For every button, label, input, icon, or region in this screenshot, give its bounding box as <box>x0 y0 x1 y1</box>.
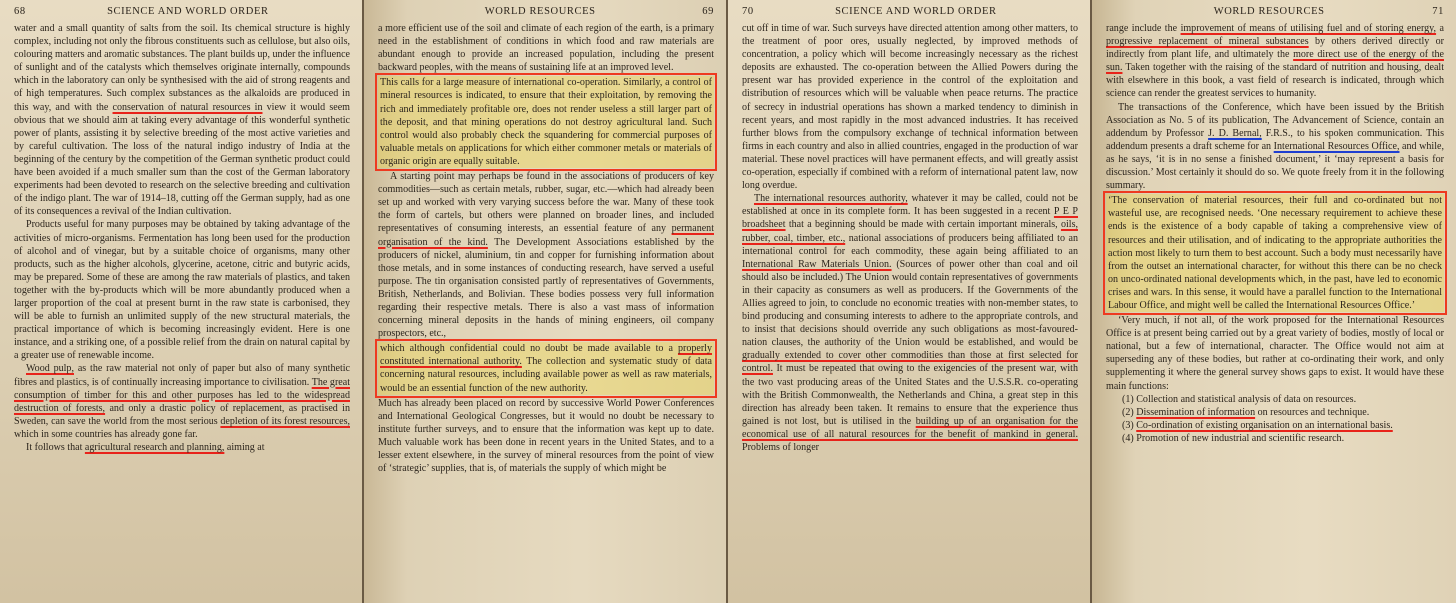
text-run: which in some countries has already gone far. <box>14 428 198 440</box>
text-run: by others derived directly or indirectly from plant life, and ultimately the <box>1106 36 1444 61</box>
underlined-text-red: conservation of natural resources in <box>112 101 263 113</box>
page-number: 69 <box>702 6 714 17</box>
page-68 <box>0 0 364 603</box>
page-number: 68 <box>14 6 26 17</box>
text-run: range include the <box>1106 23 1181 34</box>
functions-list <box>1106 393 1444 445</box>
text-run: The transactions of the Conference, which have been issued by the British Association as No. 5 of its publication, The Advancement of Science, contain an addendum by Professor <box>1106 101 1444 139</box>
paragraph <box>378 397 714 476</box>
text-run: view it would seem obvious that we should aim at taking every advantage of this wonderful synthetic power of plants, assisting it by selective breeding of the most active varieties and by careful cultivation. The loss of the natural indigo industry of India at the beginning of the century by the competition of the German synthetic product could have been avoided if a much smaller sum than the cost of the German laboratory experiments had been devoted to research on the selective breeding and cultivation of the indigo plant. The war of 1914–18, cutting off the German supply, had as one of its consequences a revival of the Indian cultivation. <box>14 101 350 218</box>
underlined-text-red: The international resources authority, <box>754 193 908 205</box>
running-head: SCIENCE AND WORLD ORDER <box>835 6 997 17</box>
underlined-text-red: The great consumption of timber for this and other purposes has led to the widespread destruction of forests, <box>14 376 350 414</box>
page-69 <box>364 0 728 603</box>
paragraph <box>742 192 1078 454</box>
paragraph <box>14 362 350 441</box>
underlined-text-red: building up of an organisation for the economical use of all natural resources for the benefit of mankind in general. <box>742 415 1078 440</box>
paragraph <box>1106 22 1444 101</box>
underlined-text-red: Co-ordination of existing organisation on an international basis. <box>1136 419 1393 431</box>
paragraph <box>1106 314 1444 393</box>
paragraph <box>380 342 712 394</box>
text-run: water and a small quantity of salts from the soil. Its chemical structure is highly complex, including not only the fibrous constituents such as cellulose, but also oils, colouring matters and aromatic substances. The plant builds up, under the influence of sunlight and of the catalysts which themselves originate internally, compounds which in the laboratory can only be synthesised with the aid of strong reagents and of high temperatures. Such complex substances as the alkaloids are produced in this way, and with the <box>14 23 351 113</box>
text-run: The Development Associations established by the producers of nickel, aluminium, tin and copper for furnishing information about those metals, and in some instances of conducting research, have served a useful purpose. The tin organisation consisted partly of representatives of Governments, British, Netherlands, and Bolivian. These bodies possess very full information regarding their respective metals. There is also a vast mass of information concerning mineral deposits in the hands of mining engineers, oil company prospectors, etc., <box>378 236 714 340</box>
underlined-text-blue: International Resources Office, <box>1273 140 1400 152</box>
page-70 <box>728 0 1092 603</box>
highlighted-passage <box>378 76 714 168</box>
text-run: It follows that <box>26 442 85 453</box>
text-run: a <box>1436 23 1445 34</box>
underlined-text-red: depletion of its forest resources, <box>220 415 350 427</box>
underlined-text-red: Dissemination of information <box>1136 406 1256 418</box>
paragraph <box>14 441 350 454</box>
text-run: Problems of longer <box>742 442 820 453</box>
underlined-text-red: permanent organisation of the kind. <box>378 223 714 248</box>
page-number: 71 <box>1432 6 1444 17</box>
text-run: ‘Very much, if not all, of the work proposed for the International Resources Office is at present being carried out by a great variety of bodies, mostly of local or national, but a few of international, character. The Office would not aim at superseding any of these bodies, but rather at co-ordinating their work, and only supplementing it where the general survey shows gaps to exist. It would have these main functions: <box>1106 315 1444 392</box>
text-run: and while, as he says, ‘it is in no sense a finished document,’ it ‘may represent a basis for discussion.’ Most certainly it should do so. We quote freely from it in the following summary. <box>1106 140 1444 192</box>
text-run: Products useful for many purposes may be obtained by taking advantage of the activities of micro-organisms. Fermentation has long been used for the production of alcohol and of vinegar, but by a suitable choice of organisms, many other products, such as the higher alcohols, glycerine, acetone, citric and butyric acids, may be prepared. Some of these are among the raw materials of plastics, and taken together with the by-products which will be more abundantly produced when a larger proportion of the coal at present burnt in the raw state is carbonised, they will be able to furnish an unlimited supply of the new structural materials, the practical importance of which is becoming increasingly evident. Here is one instance, and a striking one, of a possible relief from the drain on natural capital by a greater use of renewable income. <box>14 219 350 362</box>
text-run: national associations of producers being affiliated to an international control for each commodity, these again being affiliated to an <box>742 232 1078 257</box>
text-run: on resources and technique. <box>1255 406 1370 418</box>
text-run: The collection and systematic study of data concerning natural resources, including available power as well as raw materials, would be an essential function of the new authority. <box>380 356 712 394</box>
page-body <box>1106 22 1444 445</box>
page-number: 70 <box>742 6 754 17</box>
running-head: WORLD RESOURCES <box>484 6 596 17</box>
underlined-text-red: properly constituted international authority. <box>380 343 712 368</box>
page-body <box>14 22 350 454</box>
text-run: Much has already been placed on record by successive World Power Conferences and International Geological Congresses, but it would no doubt be necessary to institute further surveys, and to ensure that the information was kept up to date. Much valuable work has been done in recent years in the United States, and to a lesser extent elsewhere, in the survey of mineral resources from the point of view of ‘strategic’ supplies, that is, of materials the supply of which might be <box>378 397 714 475</box>
text-run: A starting point may perhaps be found in the associations of producers of key commodities—such as certain metals, rubber, sugar, etc.—which had already been set up and worked with very varying success before the war. Many of these took the form of cartels, but others were planned on broader lines, and included representatives of consuming interests, an essential feature of any <box>378 171 714 235</box>
text-run: a more efficient use of the soil and climate of each region of the earth, is a primary need in the establishment of conditions in which food and raw materials are abundant enough to provide an increased population, including the present backward peoples, with the means of sustaining life at an improved level. <box>378 23 714 74</box>
page-body <box>378 22 714 475</box>
paragraph <box>1106 101 1444 193</box>
underlined-text-red: P E P broadsheet <box>742 206 1078 231</box>
paragraph <box>14 218 350 362</box>
text-run: F.R.S., to his spoken communication. This addendum presents a draft scheme for an <box>1106 127 1444 152</box>
running-head: SCIENCE AND WORLD ORDER <box>107 6 269 17</box>
list-item <box>1106 406 1444 419</box>
text-run: cut off in time of war. Such surveys have directed attention among other matters, to the treatment of poor ores, usually neglected, by improved methods of concentration, a policy which will become increasingly necessary as the richest deposits are exhausted. The co-operation between the Allied Powers during the present war has provided experience in the control of the exploitation and distribution of resources which will be valuable when peace returns. The practice of secrecy in industrial operations has shown a marked tendency to diminish in recent years, and most rapidly in the most advanced industries. It has received further blows from the compulsory exchange of technical information between firms in each country and also in allied countries, engaged in the production of war material. These novel practices will have permanent effects, and will greatly assist co-operation, especially if combined with a reform of international patent law, now long overdue. <box>742 23 1078 192</box>
list-item <box>1106 432 1444 445</box>
highlighted-passage <box>1106 194 1444 312</box>
page-header <box>378 4 714 20</box>
underlined-text-blue: J. D. Bernal, <box>1208 127 1262 139</box>
paragraph <box>378 22 714 74</box>
page-header <box>742 4 1078 20</box>
page-body <box>742 22 1078 454</box>
highlighted-passage <box>378 342 714 394</box>
text-run: whatever it may be called, could not be established at once in its complete form. It has been suggested in a recent <box>742 193 1078 218</box>
text-run: and only a drastic policy of replacement, as practised in Sweden, can save the world from the most serious <box>14 402 350 427</box>
text-run: (2) <box>1122 406 1137 418</box>
text-run: ‘The conservation of material resources, their full and co-ordinated but not wasteful use, are recognised needs. ‘One necessary requirement to achieve these ends is the existence of a body capable of taking a comprehensive view of resources and their utilisation, and of indicating to the appropriate authorities the action most likely to turn them to best account. Such a body must necessarily have from the outset an international character, for without this there can be no check on unco-ordinated national developments which, in the past, have led to economic crises and wars. In this sense, it would have a parallel function to the International Labour Office, and might well be called the International Resources Office.’ <box>1108 195 1442 311</box>
underlined-text-red: International Raw Materials Union. <box>742 258 892 270</box>
paragraph <box>378 170 714 340</box>
page-header <box>14 4 350 20</box>
page-header <box>1106 4 1444 20</box>
list-item <box>1106 393 1444 406</box>
text-run: as the raw material not only of paper but also of many synthetic fibres and plastics, is of continually increasing importance to civilisation. <box>14 363 350 388</box>
text-run: (4) Promotion of new industrial and scientific research. <box>1122 432 1345 444</box>
text-run: that a beginning should be made with certain important minerals, <box>785 219 1061 231</box>
underlined-text-red: oils, rubber, coal, timber, etc., <box>742 219 1078 244</box>
paragraph <box>742 22 1078 192</box>
text-run: which although confidential could no doubt be made available to a <box>380 343 678 355</box>
paragraph <box>1108 194 1442 312</box>
running-head: WORLD RESOURCES <box>1213 6 1325 17</box>
text-run: aiming at <box>224 442 265 453</box>
underlined-text-red: gradually extended to cover other commodities than those at first selected for control. <box>742 350 1078 375</box>
underlined-text-red: improvement of means of utilising fuel and of storing energy, <box>1180 23 1437 34</box>
underlined-text-red: agricultural research and planning, <box>84 442 225 453</box>
underlined-text-red: more direct use of the energy of the sun. <box>1106 49 1444 74</box>
text-run: (1) Collection and statistical analysis of data on resources. <box>1122 393 1357 405</box>
page-71 <box>1092 0 1456 603</box>
text-run: (Sources of power other than coal and oil should also be included.) The Union would contain representatives of governments in their capacity as consumers as well as producers. If the Governments of the Allies agreed to join, to conclude no economic treaties with non-member states, to bind producing and consuming interests to adhere to the appropriate controls, and to insist that decisions should override any such obligations as most-favoured-nation clauses, the authority of the Union would be established, and would be <box>742 258 1078 349</box>
underlined-text-red: progressive replacement of mineral substances <box>1106 36 1309 48</box>
text-run: (3) <box>1122 419 1137 431</box>
paragraph <box>380 76 712 168</box>
text-run: It must be repeated that owing to the exigencies of the present war, with the two vast producing areas of the United States and the U.S.S.R. co-operating with the British Commonwealth, the Netherlands and China, a great step in this direction has already been taken. It remains to ensure that the experience thus gained is not lost, but is utilised in the <box>742 363 1078 427</box>
text-run: Taken together with the raising of the standard of nutrition and housing, dealt with elsewhere in this book, a vast field of research is indicated, through which science can render the greatest services to humanity. <box>1106 62 1444 100</box>
underlined-text-red: Wood pulp, <box>26 363 74 375</box>
text-run: This calls for a large measure of international co-operation. Similarly, a control of mineral resources is indicated, to ensure that their exploitation, by removing the rich and immediately profitable ore, does not render useless a still larger part of the deposit, and that mining operations do not destroy agricultural land. Such control would also probably check the squandering for commercial purposes of valuable metals on applications for which either commoner metals or materials of organic origin are equally suitable. <box>380 77 712 167</box>
paragraph <box>14 22 350 218</box>
list-item <box>1106 419 1444 432</box>
